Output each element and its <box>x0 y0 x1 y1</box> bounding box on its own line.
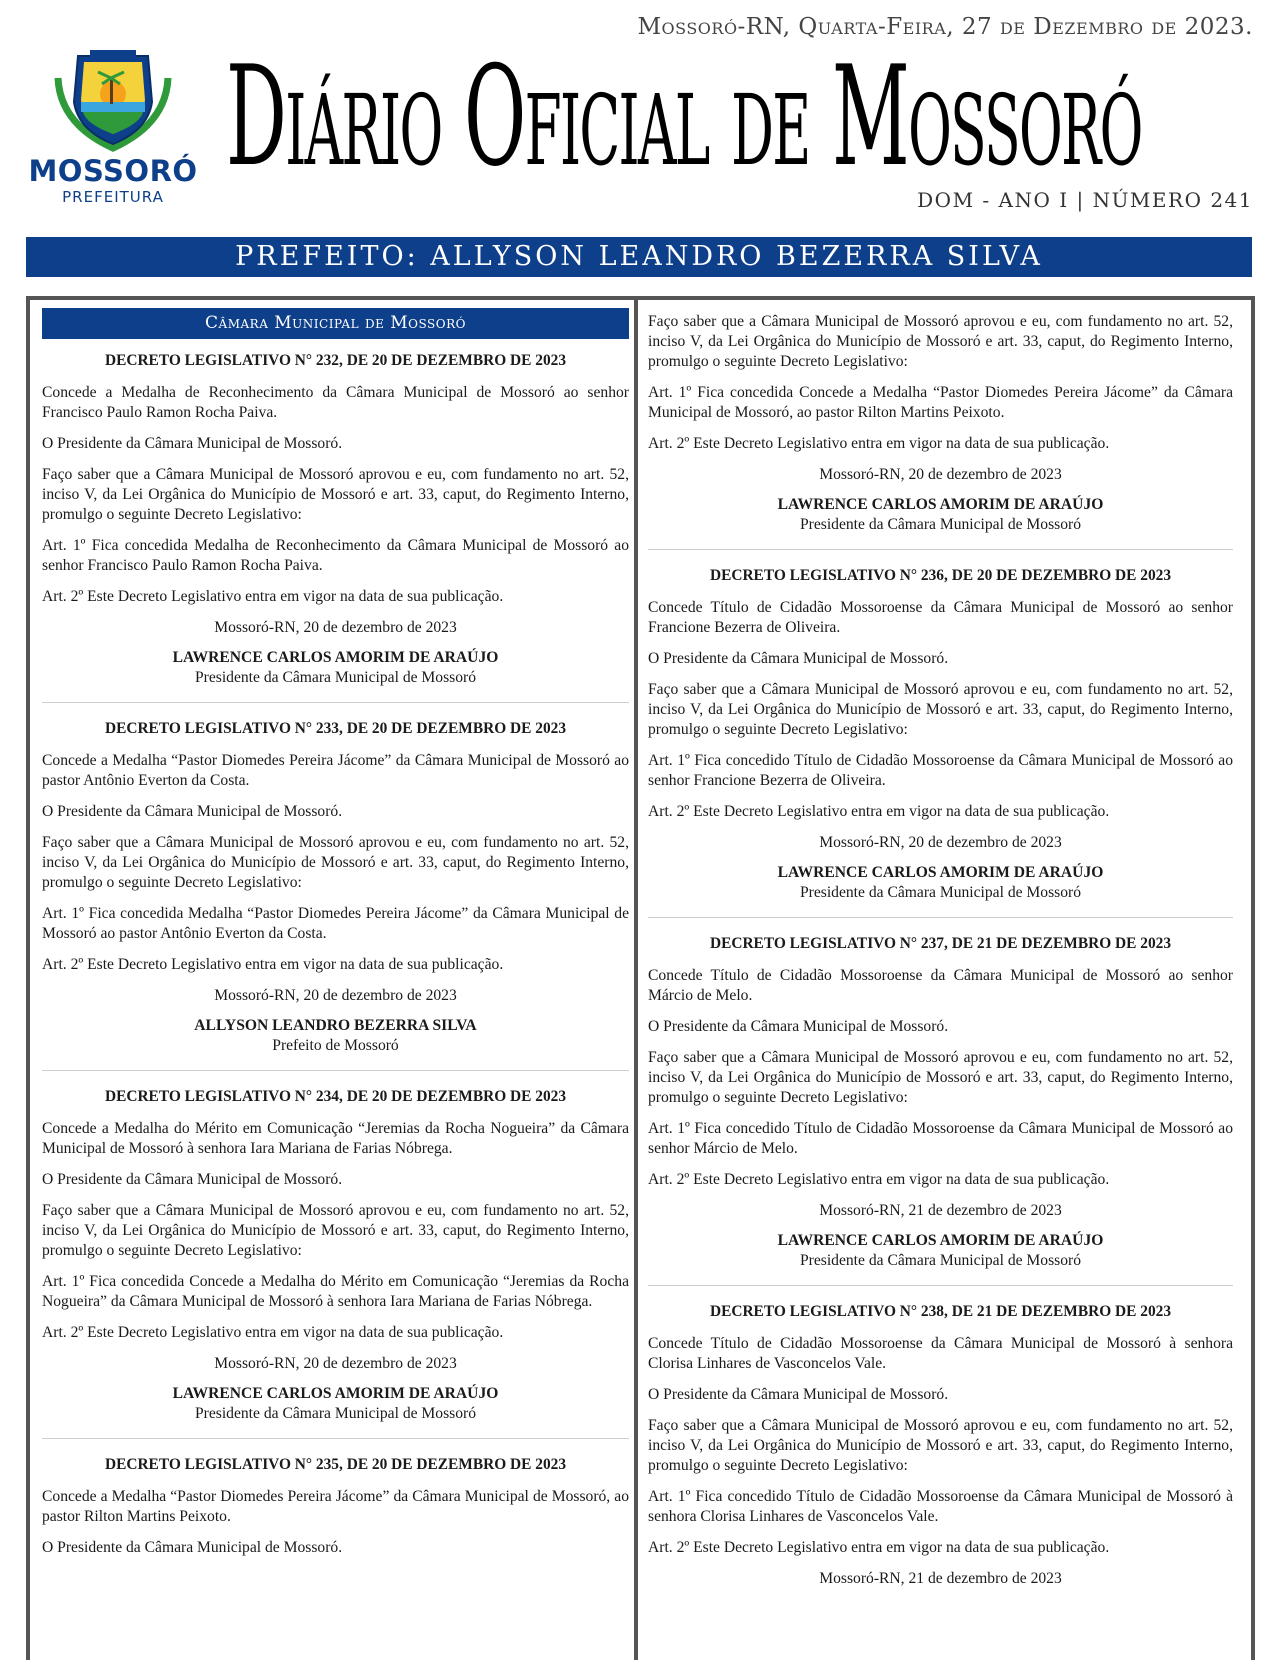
decree-preamble: Faço saber que a Câmara Municipal de Mossoró aprovou e eu, com fundamento no art. 52, inciso V, da Lei Orgânica do Município de Mossoró e art. 33, caput, do Regimento Interno, promulgo o seguinte Decreto Legislativo: <box>648 681 1233 738</box>
decree-separator <box>648 549 1233 550</box>
decree-president-line: O Presidente da Câmara Municipal de Mossoró. <box>42 1539 343 1556</box>
decree-article-2: Art. 2º Este Decreto Legislativo entra em vigor na data de sua publicação. <box>648 1539 1110 1556</box>
decree-summary: Concede a Medalha do Mérito em Comunicação “Jeremias da Rocha Nogueira” da Câmara Municipal de Mossoró à senhora Iara Mariana de Farias Nóbrega. <box>42 1120 629 1157</box>
decree-president-line: O Presidente da Câmara Municipal de Mossoró. <box>42 803 343 820</box>
municipal-logo <box>22 48 204 208</box>
decree-article-1: Art. 1º Fica concedida Medalha “Pastor Diomedes Pereira Jácome” da Câmara Municipal de Mossoró ao pastor Antônio Everton da Costa. <box>42 905 629 942</box>
decree-title: DECRETO LEGISLATIVO N° 232, DE 20 DE DEZEMBRO DE 2023 <box>104 352 567 369</box>
decree-president-line: O Presidente da Câmara Municipal de Mossoró. <box>648 1386 949 1403</box>
logo-name: MOSSORÓ <box>28 154 198 188</box>
mayor-banner: PREFEITO: ALLYSON LEANDRO BEZERRA SILVA <box>26 237 1252 277</box>
decree-232 <box>42 351 629 688</box>
decree-signer-role: Prefeito de Mossoró <box>272 1037 399 1054</box>
decree-separator <box>42 1438 629 1439</box>
decree-preamble: Faço saber que a Câmara Municipal de Mossoró aprovou e eu, com fundamento no art. 52, inciso V, da Lei Orgânica do Município de Mossoró e art. 33, caput, do Regimento Interno, promulgo o seguinte Decreto Legislativo: <box>648 313 1233 370</box>
decree-separator <box>648 917 1233 918</box>
column-divider <box>634 300 638 1660</box>
left-column <box>42 308 629 1569</box>
decree-title: DECRETO LEGISLATIVO N° 236, DE 20 DE DEZEMBRO DE 2023 <box>709 567 1172 584</box>
decree-236 <box>648 566 1233 903</box>
decree-summary: Concede a Medalha “Pastor Diomedes Pereira Jácome” da Câmara Municipal de Mossoró, ao pastor Rilton Martins Peixoto. <box>42 1488 629 1525</box>
decree-separator <box>42 1070 629 1071</box>
decree-president-line: O Presidente da Câmara Municipal de Mossoró. <box>648 1018 949 1035</box>
decree-president-line: O Presidente da Câmara Municipal de Mossoró. <box>648 650 949 667</box>
decree-article-1: Art. 1º Fica concedida Concede a Medalha do Mérito em Comunicação “Jeremias da Rocha Nogueira” da Câmara Municipal de Mossoró à senhora Iara Mariana de Farias Nóbrega. <box>42 1273 629 1310</box>
decree-place-date: Mossoró-RN, 20 de dezembro de 2023 <box>819 834 1062 851</box>
decree-summary: Concede Título de Cidadão Mossoroense da Câmara Municipal de Mossoró ao senhor Márcio de Melo. <box>648 967 1233 1004</box>
edition-number: DOM - ANO I | NÚMERO 241 <box>917 188 1253 212</box>
decree-signer: LAWRENCE CARLOS AMORIM DE ARAÚJO <box>777 496 1104 513</box>
decree-place-date: Mossoró-RN, 20 de dezembro de 2023 <box>819 466 1062 483</box>
decree-article-1: Art. 1º Fica concedido Título de Cidadão Mossoroense da Câmara Municipal de Mossoró ao senhor Márcio de Melo. <box>648 1120 1233 1157</box>
decree-separator <box>648 1285 1233 1286</box>
decree-237 <box>648 934 1233 1271</box>
decree-signer: LAWRENCE CARLOS AMORIM DE ARAÚJO <box>172 1385 499 1402</box>
decree-article-2: Art. 2º Este Decreto Legislativo entra em vigor na data de sua publicação. <box>42 1324 504 1341</box>
decree-article-2: Art. 2º Este Decreto Legislativo entra em vigor na data de sua publicação. <box>648 435 1110 452</box>
decree-article-2: Art. 2º Este Decreto Legislativo entra em vigor na data de sua publicação. <box>648 1171 1110 1188</box>
right-column <box>648 312 1233 1599</box>
decree-president-line: O Presidente da Câmara Municipal de Mossoró. <box>42 435 343 452</box>
dateline: Mossoró-RN, Quarta-Feira, 27 de Dezembro de 2023. <box>637 14 1253 40</box>
decree-235 <box>42 1455 629 1558</box>
logo-subtitle: PREFEITURA <box>62 188 164 206</box>
decree-title: DECRETO LEGISLATIVO N° 238, DE 21 DE DEZEMBRO DE 2023 <box>709 1303 1172 1320</box>
decree-signer: LAWRENCE CARLOS AMORIM DE ARAÚJO <box>777 1232 1104 1249</box>
decree-separator <box>42 702 629 703</box>
decree-article-1: Art. 1º Fica concedida Concede a Medalha “Pastor Diomedes Pereira Jácome” da Câmara Municipal de Mossoró, ao pastor Rilton Martins Peixoto. <box>648 384 1233 421</box>
decree-title: DECRETO LEGISLATIVO N° 234, DE 20 DE DEZEMBRO DE 2023 <box>104 1088 567 1105</box>
decree-preamble: Faço saber que a Câmara Municipal de Mossoró aprovou e eu, com fundamento no art. 52, inciso V, da Lei Orgânica do Município de Mossoró e art. 33, caput, do Regimento Interno, promulgo o seguinte Decreto Legislativo: <box>42 466 629 523</box>
decree-signer: LAWRENCE CARLOS AMORIM DE ARAÚJO <box>172 649 499 666</box>
decree-article-2: Art. 2º Este Decreto Legislativo entra em vigor na data de sua publicação. <box>648 803 1110 820</box>
decree-signer-role: Presidente da Câmara Municipal de Mossoró <box>799 1252 1082 1269</box>
decree-signer: ALLYSON LEANDRO BEZERRA SILVA <box>194 1017 477 1034</box>
decree-summary: Concede a Medalha de Reconhecimento da Câmara Municipal de Mossoró ao senhor Francisco Paulo Ramon Rocha Paiva. <box>42 384 629 421</box>
section-header: Câmara Municipal de Mossoró <box>42 308 629 339</box>
decree-summary: Concede a Medalha “Pastor Diomedes Pereira Jácome” da Câmara Municipal de Mossoró ao pastor Antônio Everton da Costa. <box>42 752 629 789</box>
masthead-title: Diário Oficial de Mossoró <box>226 36 1142 197</box>
decree-article-2: Art. 2º Este Decreto Legislativo entra em vigor na data de sua publicação. <box>42 588 504 605</box>
decree-signer-role: Presidente da Câmara Municipal de Mossoró <box>799 884 1082 901</box>
decree-signer-role: Presidente da Câmara Municipal de Mossoró <box>799 516 1082 533</box>
decree-article-1: Art. 1º Fica concedido Título de Cidadão Mossoroense da Câmara Municipal de Mossoró ao senhor Francione Bezerra de Oliveira. <box>648 752 1233 789</box>
decree-preamble: Faço saber que a Câmara Municipal de Mossoró aprovou e eu, com fundamento no art. 52, inciso V, da Lei Orgânica do Município de Mossoró e art. 33, caput, do Regimento Interno, promulgo o seguinte Decreto Legislativo: <box>648 1417 1233 1474</box>
decree-signer-role: Presidente da Câmara Municipal de Mossoró <box>194 1405 477 1422</box>
decree-title: DECRETO LEGISLATIVO N° 233, DE 20 DE DEZEMBRO DE 2023 <box>104 720 567 737</box>
decree-235-continued <box>648 312 1233 535</box>
decree-234 <box>42 1087 629 1424</box>
coat-of-arms-icon <box>50 48 176 152</box>
decree-preamble: Faço saber que a Câmara Municipal de Mossoró aprovou e eu, com fundamento no art. 52, inciso V, da Lei Orgânica do Município de Mossoró e art. 33, caput, do Regimento Interno, promulgo o seguinte Decreto Legislativo: <box>42 1202 629 1259</box>
decree-summary: Concede Título de Cidadão Mossoroense da Câmara Municipal de Mossoró ao senhor Francione Bezerra de Oliveira. <box>648 599 1233 636</box>
decree-preamble: Faço saber que a Câmara Municipal de Mossoró aprovou e eu, com fundamento no art. 52, inciso V, da Lei Orgânica do Município de Mossoró e art. 33, caput, do Regimento Interno, promulgo o seguinte Decreto Legislativo: <box>42 834 629 891</box>
decree-233 <box>42 719 629 1056</box>
decree-article-1: Art. 1º Fica concedido Título de Cidadão Mossoroense da Câmara Municipal de Mossoró à senhora Clorisa Linhares de Vasconcelos Vale. <box>648 1488 1233 1525</box>
decree-place-date: Mossoró-RN, 20 de dezembro de 2023 <box>214 1355 457 1372</box>
decree-article-2: Art. 2º Este Decreto Legislativo entra em vigor na data de sua publicação. <box>42 956 504 973</box>
decree-place-date: Mossoró-RN, 21 de dezembro de 2023 <box>819 1202 1062 1219</box>
decree-signer-role: Presidente da Câmara Municipal de Mossoró <box>194 669 477 686</box>
decree-238 <box>648 1302 1233 1589</box>
decree-signer: LAWRENCE CARLOS AMORIM DE ARAÚJO <box>777 864 1104 881</box>
decree-place-date: Mossoró-RN, 20 de dezembro de 2023 <box>214 987 457 1004</box>
decree-preamble: Faço saber que a Câmara Municipal de Mossoró aprovou e eu, com fundamento no art. 52, inciso V, da Lei Orgânica do Município de Mossoró e art. 33, caput, do Regimento Interno, promulgo o seguinte Decreto Legislativo: <box>648 1049 1233 1106</box>
decree-summary: Concede Título de Cidadão Mossoroense da Câmara Municipal de Mossoró à senhora Clorisa Linhares de Vasconcelos Vale. <box>648 1335 1233 1372</box>
decree-place-date: Mossoró-RN, 20 de dezembro de 2023 <box>214 619 457 636</box>
decree-title: DECRETO LEGISLATIVO N° 235, DE 20 DE DEZEMBRO DE 2023 <box>104 1456 567 1473</box>
decree-place-date: Mossoró-RN, 21 de dezembro de 2023 <box>819 1570 1062 1587</box>
decree-article-1: Art. 1º Fica concedida Medalha de Reconhecimento da Câmara Municipal de Mossoró ao senhor Francisco Paulo Ramon Rocha Paiva. <box>42 537 629 574</box>
decree-president-line: O Presidente da Câmara Municipal de Mossoró. <box>42 1171 343 1188</box>
decree-title: DECRETO LEGISLATIVO N° 237, DE 21 DE DEZEMBRO DE 2023 <box>709 935 1172 952</box>
